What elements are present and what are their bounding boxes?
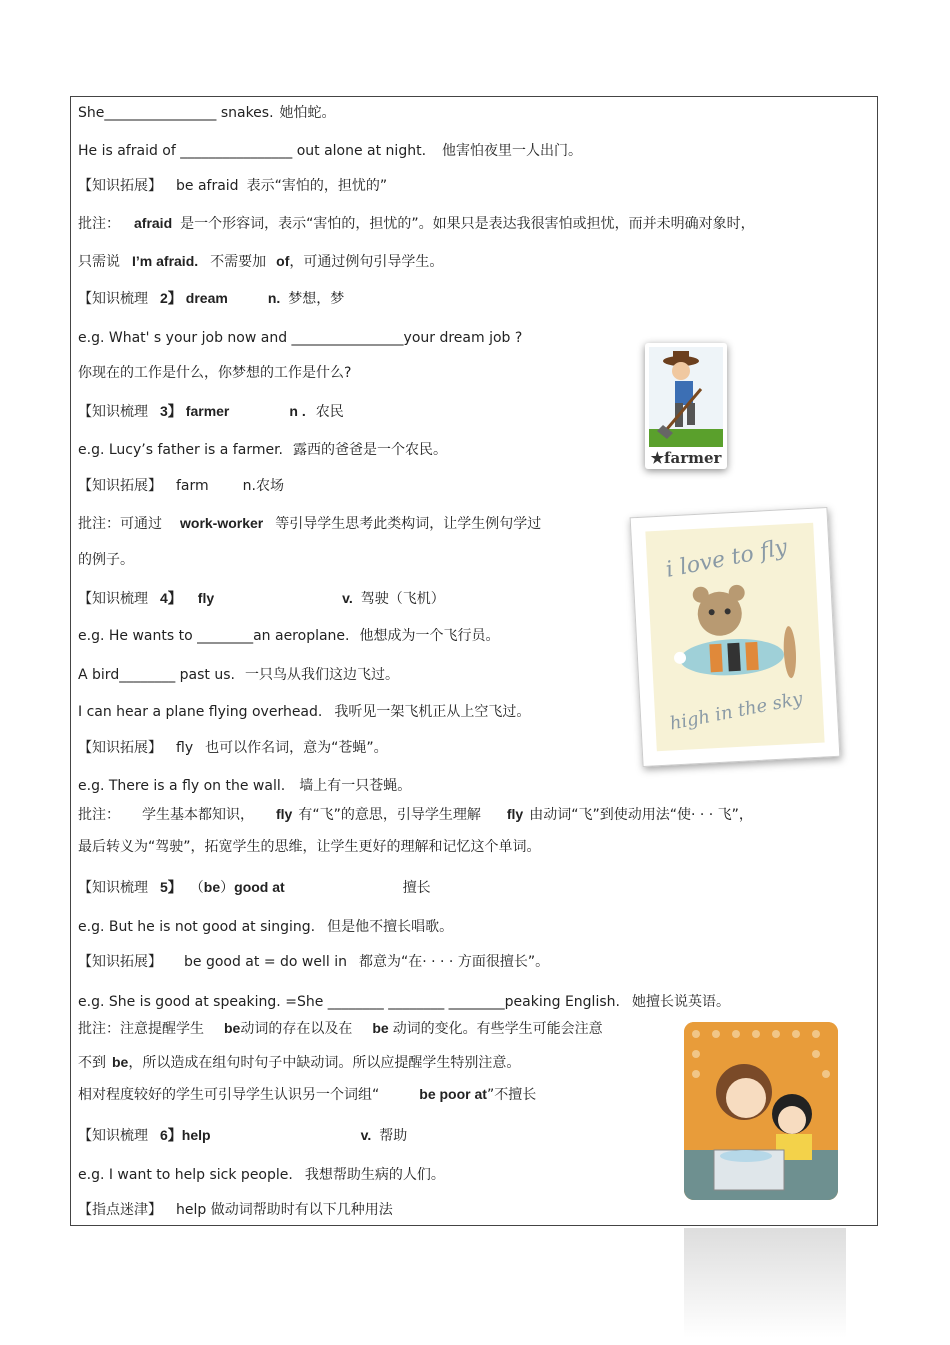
text-line bbox=[78, 777, 411, 795]
text-line bbox=[78, 666, 399, 684]
bold-term: n . bbox=[289, 403, 306, 419]
text-segment: 农民 bbox=[315, 404, 344, 420]
text-segment: 批注： bbox=[78, 216, 120, 232]
text-segment: 帮助 bbox=[379, 1128, 408, 1144]
bold-term: be bbox=[112, 1054, 129, 1070]
text-line bbox=[78, 838, 541, 856]
text-segment: e.g. She is good at speaking. =She ________ ________ ________peaking English. bbox=[78, 994, 620, 1010]
fly-text-bottom: high in the sky bbox=[668, 688, 805, 735]
bold-term: n. bbox=[267, 290, 281, 306]
fly-text-top: i love to fly bbox=[663, 534, 790, 583]
text-segment: e.g. I want to help sick people. bbox=[78, 1167, 293, 1183]
text-segment: farm bbox=[176, 478, 209, 494]
text-segment: He is afraid of ________________ out alone at night. bbox=[78, 143, 427, 159]
text-segment: 他想成为一个飞行员。 bbox=[359, 628, 500, 644]
farmer-image bbox=[645, 343, 727, 469]
text-segment: 她怕蛇。 bbox=[279, 105, 336, 121]
text-segment: 你现在的工作是什么，你梦想的工作是什么? bbox=[78, 365, 352, 381]
text-segment: 我想帮助生病的人们。 bbox=[304, 1167, 445, 1183]
bold-term: v. bbox=[342, 590, 353, 606]
text-segment: e.g. What' s your job now and ________________your dream job ? bbox=[78, 330, 523, 346]
text-segment: ，可通过例句引导学生。 bbox=[289, 254, 444, 270]
text-segment: She________________ snakes. bbox=[78, 105, 274, 121]
bold-term: 4】 bbox=[160, 590, 182, 606]
bold-term: 5】 bbox=[160, 879, 182, 895]
washing-illustration bbox=[684, 1022, 838, 1200]
text-segment: 【知识梳理 bbox=[78, 880, 148, 896]
text-segment: 批注： bbox=[78, 807, 120, 823]
text-line bbox=[78, 1019, 603, 1038]
text-segment: 不需要加 bbox=[210, 254, 267, 270]
text-line bbox=[78, 329, 522, 347]
bold-term: fly bbox=[506, 806, 524, 822]
text-segment: 表示“害怕的，担忧的” bbox=[246, 178, 388, 194]
text-line bbox=[78, 551, 134, 569]
farmer-caption: ★farmer bbox=[650, 449, 722, 467]
text-segment: 学生基本都知识， bbox=[142, 807, 254, 823]
bold-term: work-worker bbox=[180, 515, 264, 531]
bold-term: I’m afraid. bbox=[132, 253, 199, 269]
text-segment: 【知识拓展】 bbox=[78, 740, 162, 756]
text-line bbox=[78, 993, 730, 1011]
text-segment: e.g. Lucy’s father is a farmer. bbox=[78, 442, 283, 458]
text-line bbox=[78, 953, 549, 971]
text-line bbox=[78, 477, 284, 495]
bold-term: fly bbox=[276, 806, 293, 822]
text-segment: 擅长 bbox=[402, 880, 431, 896]
text-line bbox=[78, 589, 445, 608]
text-line bbox=[78, 177, 387, 195]
bold-term: good at bbox=[234, 879, 285, 895]
text-segment: 露西的爸爸是一个农民。 bbox=[293, 442, 447, 458]
text-segment: 【知识拓展】 bbox=[78, 954, 162, 970]
text-line bbox=[78, 739, 388, 757]
text-line bbox=[78, 252, 443, 271]
text-segment: 也可以作名词，意为“苍蝇”。 bbox=[205, 740, 388, 756]
washing-dishes-image bbox=[684, 1022, 838, 1200]
text-segment: n.农场 bbox=[242, 478, 284, 494]
text-segment: 墙上有一只苍蝇。 bbox=[299, 778, 412, 794]
text-line bbox=[78, 514, 541, 533]
bold-term: 3】 bbox=[160, 403, 182, 419]
text-line bbox=[78, 1201, 393, 1219]
text-segment: 他害怕夜里一人出门。 bbox=[442, 143, 583, 159]
text-segment: 她擅长说英语。 bbox=[631, 994, 730, 1010]
text-segment: I can hear a plane flying overhead. bbox=[78, 704, 323, 720]
text-segment: fly bbox=[176, 740, 194, 756]
text-line bbox=[78, 289, 344, 308]
bold-term: farmer bbox=[185, 403, 230, 419]
text-segment: 最后转义为“驾驶”，拓宽学生的思维，让学生更好的理解和记忆这个单词。 bbox=[78, 839, 541, 855]
text-segment: A bird________ past us. bbox=[78, 667, 235, 683]
fly-bear-image bbox=[630, 507, 841, 767]
text-line bbox=[78, 142, 582, 160]
text-segment: 【知识拓展】 bbox=[78, 478, 162, 494]
text-segment: 但是他不擅长唱歌。 bbox=[327, 919, 454, 935]
text-segment: ，所以造成在组句时句子中缺动词。所以应提醒学生特别注意。 bbox=[128, 1055, 521, 1071]
text-segment: 都意为“在· · · · 方面很擅长”。 bbox=[358, 954, 550, 970]
text-segment: 相对程度较好的学生可引导学生认识另一个词组“ bbox=[78, 1087, 380, 1103]
text-segment: 【指点迷津】 bbox=[78, 1202, 162, 1218]
bold-term: be bbox=[224, 1020, 241, 1036]
bold-term: dream bbox=[185, 290, 228, 306]
text-line bbox=[78, 1166, 445, 1184]
bold-term: be bbox=[372, 1020, 389, 1036]
text-line bbox=[78, 402, 344, 421]
text-line bbox=[78, 805, 753, 824]
text-line bbox=[78, 364, 351, 382]
text-segment: ”不擅长 bbox=[486, 1087, 537, 1103]
text-line bbox=[78, 441, 447, 459]
bear-plane-illustration bbox=[645, 523, 824, 751]
text-segment: 的例子。 bbox=[78, 552, 134, 568]
text-line bbox=[78, 104, 336, 122]
text-segment: 有“飞”的意思，引导学生理解 bbox=[298, 807, 481, 823]
bold-term: fly bbox=[197, 590, 215, 606]
bold-term: v. bbox=[360, 1127, 372, 1143]
text-segment: 我听见一架飞机正从上空飞过。 bbox=[334, 704, 531, 720]
text-segment: 是一个形容词，表示“害怕的，担忧的”。如果只是表达我很害怕或担忧，而并未明确对象时， bbox=[180, 216, 755, 232]
text-segment: 由动词“飞”到使动用法“使· · · 飞”， bbox=[529, 807, 753, 823]
bold-term: afraid bbox=[134, 215, 173, 231]
text-line bbox=[78, 214, 755, 233]
bold-term: help bbox=[181, 1127, 211, 1143]
bold-term: of bbox=[276, 253, 290, 269]
text-line bbox=[78, 878, 431, 897]
text-segment: 【知识梳理 bbox=[78, 404, 148, 420]
text-segment: 只需说 bbox=[78, 254, 120, 270]
text-segment: 批注：注意提醒学生 bbox=[78, 1021, 204, 1037]
text-segment: 一只鸟从我们这边飞过。 bbox=[244, 667, 399, 683]
text-segment: help 做动词帮助时有以下几种用法 bbox=[176, 1202, 393, 1218]
text-line bbox=[78, 1126, 407, 1145]
text-segment: 驾驶（飞机） bbox=[360, 591, 445, 607]
bold-term: 6】 bbox=[160, 1127, 182, 1143]
farmer-illustration bbox=[645, 343, 727, 449]
bold-term: be poor at bbox=[419, 1086, 487, 1102]
text-segment: e.g. But he is not good at singing. bbox=[78, 919, 316, 935]
text-line bbox=[78, 918, 453, 936]
text-line bbox=[78, 1053, 520, 1072]
text-segment: be afraid bbox=[176, 178, 239, 194]
text-line bbox=[78, 627, 499, 645]
bold-term: be bbox=[203, 879, 221, 895]
text-segment: 【知识梳理 bbox=[78, 591, 148, 607]
text-segment: （ bbox=[189, 880, 204, 896]
text-segment: be good at = do well in bbox=[184, 954, 347, 970]
text-segment: 批注：可通过 bbox=[78, 516, 162, 532]
text-segment: 【知识梳理 bbox=[78, 291, 148, 307]
text-line bbox=[78, 1085, 536, 1104]
text-segment: 等引导学生思考此类构词，让学生例句学过 bbox=[275, 516, 542, 532]
text-segment: e.g. He wants to ________an aeroplane. bbox=[78, 628, 350, 644]
text-segment: 动词的变化。有些学生可能会注意 bbox=[392, 1021, 603, 1037]
text-segment: 【知识拓展】 bbox=[78, 178, 162, 194]
text-segment: 【知识梳理 bbox=[78, 1128, 148, 1144]
text-line bbox=[78, 703, 530, 721]
text-segment: e.g. There is a fly on the wall. bbox=[78, 778, 286, 794]
text-segment: ） bbox=[220, 880, 235, 896]
text-segment: 动词的存在以及在 bbox=[240, 1021, 353, 1037]
text-segment: 不到 bbox=[78, 1055, 106, 1071]
image-reflection bbox=[684, 1228, 846, 1338]
bold-term: 2】 bbox=[160, 290, 182, 306]
text-segment: 梦想，梦 bbox=[288, 291, 345, 307]
